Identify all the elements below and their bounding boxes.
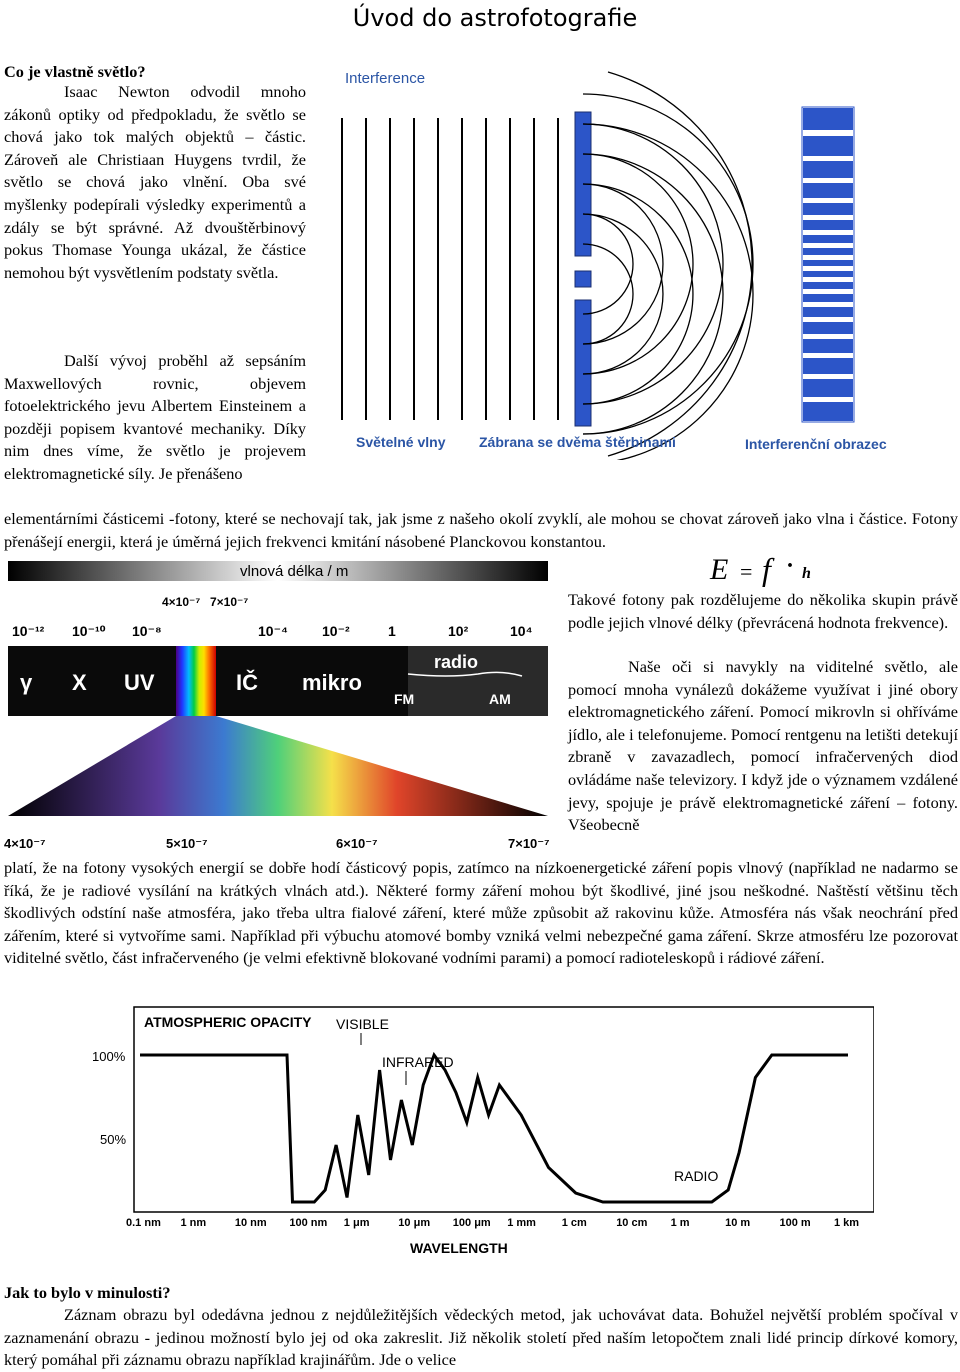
- paragraph-senses: Naše oči si navykly na viditelné světlo, ale pomocí mnoha vynálezů dokážeme využívat i jiné obory elektromagnetického záření. Pomocí mikrovln si ohříváme jídlo, ale i telefonujeme. Pomocí rentgenu na letišti detekují zbraně v zavazadlech, pomocí infračervených diod ovládáme naše televizory. I když jde o významem vzdálené jevy, spojuje je právě elektromagnetické záření – fotony. Všeobecně: [568, 657, 958, 835]
- scale-1e4: 10⁴: [510, 623, 533, 639]
- bottom-6e-7: 6×10⁻⁷: [336, 836, 378, 851]
- band-gamma: γ: [20, 670, 33, 695]
- xtick-label: 100 μm: [452, 1217, 491, 1229]
- label-barrier: Zábrana se dvěma štěrbinami: [479, 434, 676, 450]
- band-am: AM: [489, 691, 511, 707]
- xtick-label: 10 nm: [234, 1217, 267, 1229]
- page-title: Úvod do astrofotografie: [352, 4, 638, 32]
- xtick-label: 10 m: [725, 1217, 751, 1229]
- xtick-label: 10 μm: [398, 1217, 431, 1229]
- interference-title: Interference: [345, 70, 426, 87]
- band-radio: radio: [434, 652, 479, 672]
- wavelength-label: vlnová délka / m: [240, 563, 349, 580]
- band-uv: UV: [124, 670, 155, 695]
- tick-4e-7: 4×10⁻⁷: [162, 595, 201, 609]
- ytick-100: 100%: [92, 1049, 126, 1064]
- bottom-5e-7: 5×10⁻⁷: [166, 836, 208, 851]
- band-ic: IČ: [236, 670, 258, 695]
- scale-1: 1: [388, 623, 396, 639]
- ytick-50: 50%: [100, 1132, 127, 1147]
- xtick-label: 100 m: [779, 1217, 811, 1229]
- section-heading-history: Jak to bylo v minulosti?: [4, 1283, 171, 1302]
- annotation-infrared: INFRARED: [382, 1054, 454, 1070]
- tick-7e-7: 7×10⁻⁷: [210, 595, 249, 609]
- formula-equals: =: [740, 559, 753, 584]
- paragraph-atmosphere: platí, že na fotony vysokých energií se dobře hodí částicový popis, zatímco na nízkoenergetické záření popis vlnový (například ne nadarmo se říká, že je radiové vysílání na krátkých vlnách atd.). Některé formy záření mohou být škodlivé, jiné jsou neškodné. Naštěstí většinu těch škodlivých odstíní naše atmosféra, jako třeba ultra fialové záření, které může způsobit až rakovinu kůže. Atmosféra nás však neochrání před zářením, které si vytvoříme sami. Například při výbuchu atomové bomby vzniká velmi nebezpečné gama záření. Skrze atmosféru lze pozorovat viditelné světlo, část infračerveného (je velmi efektivně blokované vodními parami) a pomocí radioteleskopů i rádiové záření.: [4, 858, 958, 968]
- annotation-radio: RADIO: [674, 1168, 719, 1184]
- paragraph-history: Záznam obrazu byl odedávna jednou z nejdůležitějších vědeckých metod, jak uchovávat data. Bohužel největší problém spočíval v zaznamenání obrazu - jedinou možností bylo jej od oka zakreslit. Již několik století před naším letopočtem znali lidé princip dírkové komory, který pomáhal při záznamu obrazu například krajinářům. Jde o velice: [4, 1305, 958, 1370]
- paragraph-newton: Isaac Newton odvodil mnoho zákonů optiky od předpokladu, že světlo se chová jako tok malých objektů – částic. Zároveň ale Christiaan Huygens tvrdil, že světlo se chová jako vlnění. Oba své myšlenky podepírali výsledky experimentů a zdály se být správné. Až dvouštěrbinový pokus Thomase Younga ukázal, že částice nemohou být vysvětlením podstaty světla.: [4, 82, 306, 282]
- scale-1e2: 10²: [448, 623, 469, 639]
- formula-frequency: f: [762, 551, 771, 587]
- paragraph-groups: Takové fotony pak rozdělujeme do několika skupin právě podle jejich vlnové délky (převrácená hodnota frekvence).: [568, 590, 958, 632]
- visible-band: [176, 646, 216, 716]
- band-micro: mikro: [302, 670, 362, 695]
- interference-figure: [318, 60, 958, 460]
- paragraph-maxwell: Další vývoj proběhl až sepsáním Maxwellových rovnic, objevem fotoelektrického jevu Albertem Einsteinem a později popisem kvantové mechaniky. Díky nim dnes víme, že světlo je projevem elektromagnetické síly. Je přenášeno: [4, 351, 306, 483]
- formula-dot: ·: [786, 553, 795, 579]
- xtick-label: 1 mm: [507, 1217, 536, 1229]
- section-heading-light: Co je vlastně světlo?: [4, 62, 146, 81]
- scale-1e-12: 10⁻¹²: [12, 623, 45, 639]
- opacity-chart: [88, 1005, 874, 1270]
- light-waves: [342, 118, 558, 420]
- interference-diagram: [318, 60, 958, 460]
- bottom-7e-7: 7×10⁻⁷: [508, 836, 550, 851]
- annotation-visible: VISIBLE: [336, 1016, 389, 1032]
- label-waves: Světelné vlny: [356, 434, 446, 450]
- paragraph-photons: elementárními částicemi -fotony, které se nechovají tak, jak jsme z našeho okolí zvyklí, ale mohou se chovat zároveň jako vlna i částice. Fotony přenášejí energii, která je úměrná jejich frekvenci kmitání násobené Planckovou konstantou.: [4, 509, 958, 551]
- visible-expansion: [8, 716, 548, 816]
- band-fm: FM: [394, 691, 415, 707]
- chart-xlabel: WAVELENGTH: [410, 1240, 508, 1256]
- xtick-label: 0.1 nm: [126, 1217, 161, 1229]
- scale-1e-10: 10⁻¹⁰: [72, 623, 106, 639]
- bottom-4e-7: 4×10⁻⁷: [4, 836, 46, 851]
- xtick-label: 1 m: [670, 1217, 690, 1229]
- xtick-label: 1 cm: [561, 1217, 587, 1229]
- xtick-label: 10 cm: [616, 1217, 648, 1229]
- xtick-label: 1 nm: [180, 1217, 207, 1229]
- diffracted-waves: [583, 72, 753, 460]
- xtick-label: 1 μm: [343, 1217, 370, 1229]
- xtick-label: 100 nm: [289, 1217, 328, 1229]
- planck-formula: [710, 553, 820, 589]
- scale-1e-4: 10⁻⁴: [258, 623, 288, 639]
- xtick-label: 1 km: [834, 1217, 860, 1229]
- formula-planck: h: [802, 565, 811, 582]
- label-pattern: Interferenční obrazec: [745, 436, 887, 452]
- double-slit-barrier: [575, 112, 591, 426]
- band-x: X: [72, 670, 87, 695]
- scale-1e-8: 10⁻⁸: [132, 623, 162, 639]
- chart-title: ATMOSPHERIC OPACITY: [144, 1014, 312, 1030]
- scale-1e-2: 10⁻²: [322, 623, 350, 639]
- spectrum-figure: [2, 560, 558, 852]
- opacity-chart-svg: [88, 1005, 874, 1270]
- formula-energy: E: [710, 553, 729, 586]
- em-spectrum-diagram: [2, 560, 558, 852]
